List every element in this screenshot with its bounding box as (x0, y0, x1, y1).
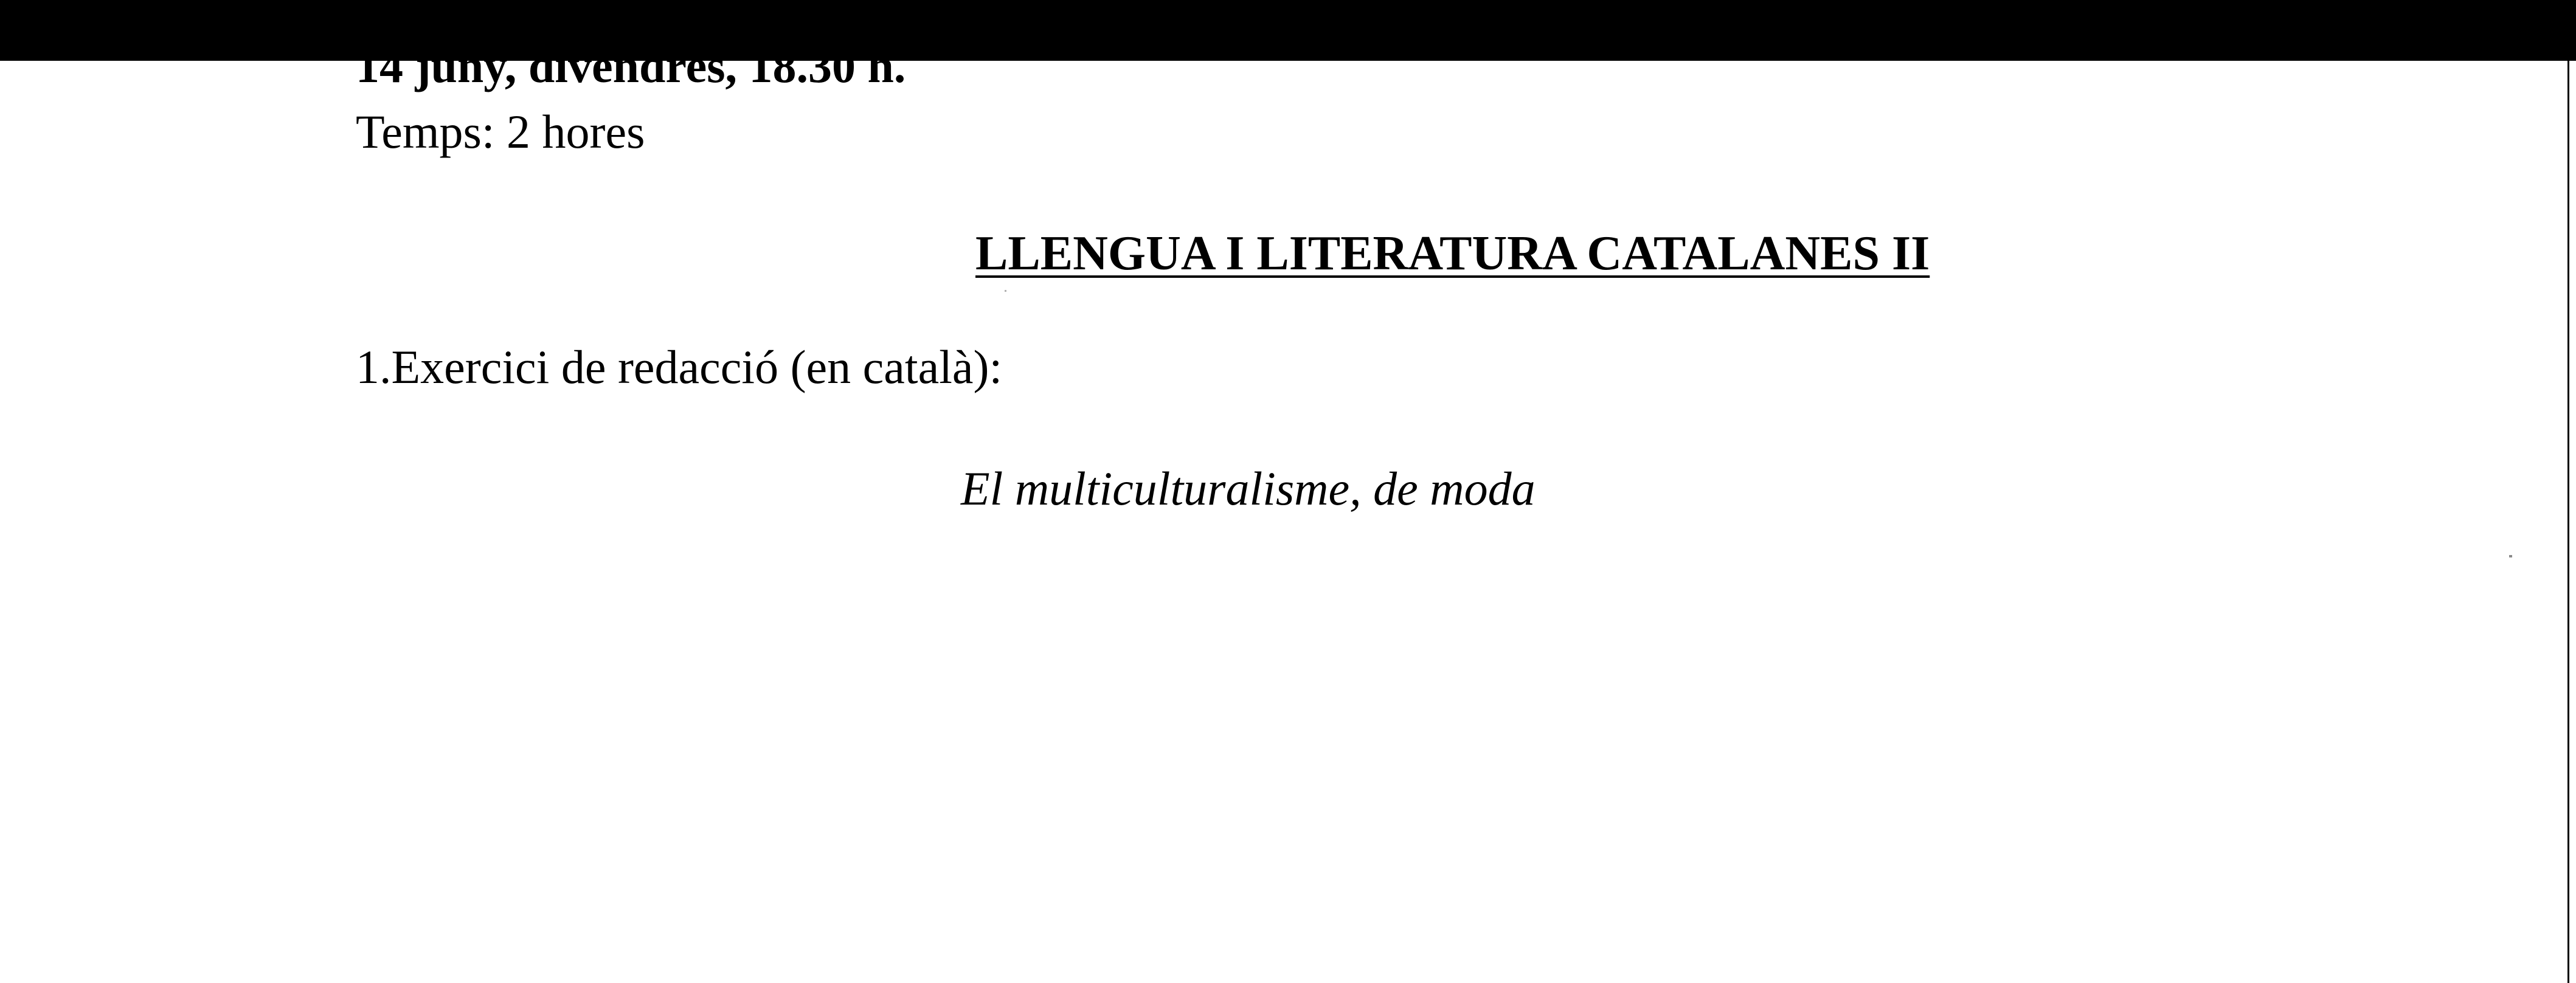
scan-speck (2509, 555, 2512, 557)
exam-duration-line: Temps: 2 hores (356, 105, 645, 158)
page-edge-line (2567, 61, 2569, 983)
exercise-heading: 1.Exercici de redacció (en català): (356, 340, 1003, 393)
subject-title: LLENGUA I LITERATURA CATALANES II (975, 227, 1930, 280)
exam-date-line: 14 juny, divendres, 18.30 h. (356, 40, 906, 92)
scan-speck (1005, 290, 1006, 292)
essay-topic: El multiculturalisme, de moda (961, 462, 1536, 515)
